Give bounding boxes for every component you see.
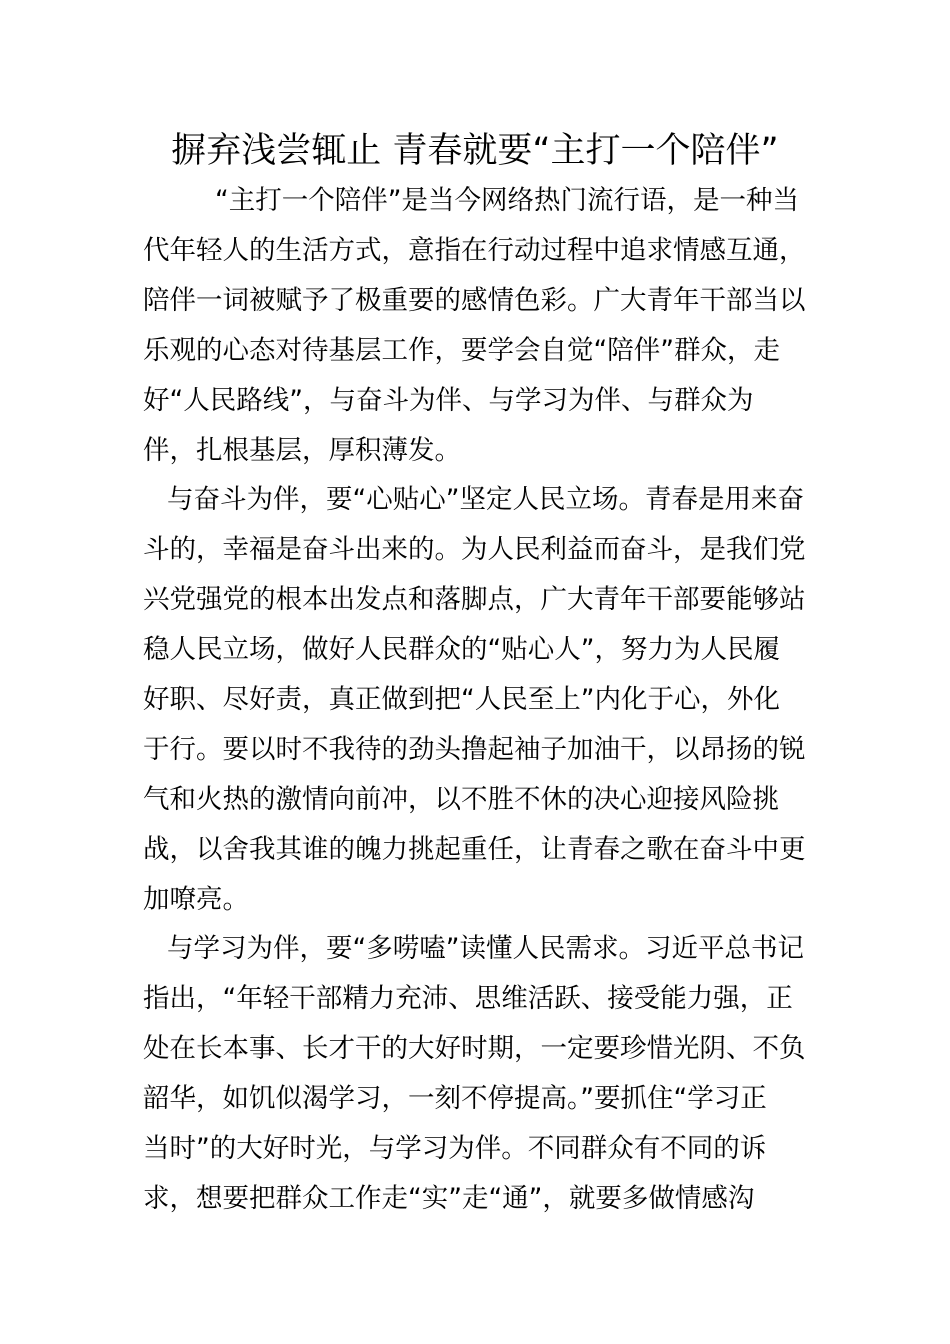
text-line: 代年轻人的生活方式，意指在行动过程中追求情感互通， <box>143 235 806 266</box>
text-line: 兴党强党的根本出发点和落脚点，广大青年干部要能够站 <box>143 584 806 615</box>
text-line: 处在长本事、长才干的大好时期，一定要珍惜光阴、不负 <box>143 1033 806 1064</box>
text-line: 好职、尽好责，真正做到把“人民至上”内化于心，外化 <box>143 684 780 715</box>
paragraph-struggle <box>143 475 810 925</box>
paragraph-intro <box>143 176 810 476</box>
text-line: 斗的，幸福是奋斗出来的。为人民利益而奋斗，是我们党 <box>143 534 806 565</box>
paragraph-study <box>143 924 810 1224</box>
text-line: 于行。要以时不我待的劲头撸起袖子加油干，以昂扬的锐 <box>143 734 806 765</box>
text-line: “主打一个陪伴”是当今网络热门流行语，是一种当 <box>215 185 799 216</box>
text-line: 伴，扎根基层，厚积薄发。 <box>143 435 461 466</box>
text-line: 气和火热的激情向前冲，以不胜不休的决心迎接风险挑 <box>143 784 779 815</box>
text-line: 战，以舍我其谁的魄力挑起重任，让青春之歌在奋斗中更 <box>143 834 806 865</box>
text-line: 指出，“年轻干部精力充沛、思维活跃、接受能力强，正 <box>143 983 793 1014</box>
text-line: 好“人民路线”，与奋斗为伴、与学习为伴、与群众为 <box>143 385 754 416</box>
text-line: 稳人民立场，做好人民群众的“贴心人”，努力为人民履 <box>143 634 780 665</box>
text-line: 韶华，如饥似渴学习，一刻不停提高。”要抓住“学习正 <box>143 1083 767 1114</box>
text-line: 求，想要把群众工作走“实”走“通”，就要多做情感沟 <box>143 1183 755 1214</box>
text-line: 当时”的大好时光，与学习为伴。不同群众有不同的诉 <box>143 1133 767 1164</box>
text-line: 乐观的心态对待基层工作，要学会自觉“陪伴”群众，走 <box>143 335 780 366</box>
text-line: 与奋斗为伴，要“心贴心”坚定人民立场。青春是用来奋 <box>167 484 804 515</box>
text-line: 加嘹亮。 <box>143 884 249 915</box>
text-line: 陪伴一词被赋予了极重要的感情色彩。广大青年干部当以 <box>143 285 806 316</box>
document-title: 摒弃浅尝辄止 青春就要“主打一个陪伴” <box>171 131 779 171</box>
text-line: 与学习为伴，要“多唠嗑”读懂人民需求。习近平总书记 <box>167 933 804 964</box>
